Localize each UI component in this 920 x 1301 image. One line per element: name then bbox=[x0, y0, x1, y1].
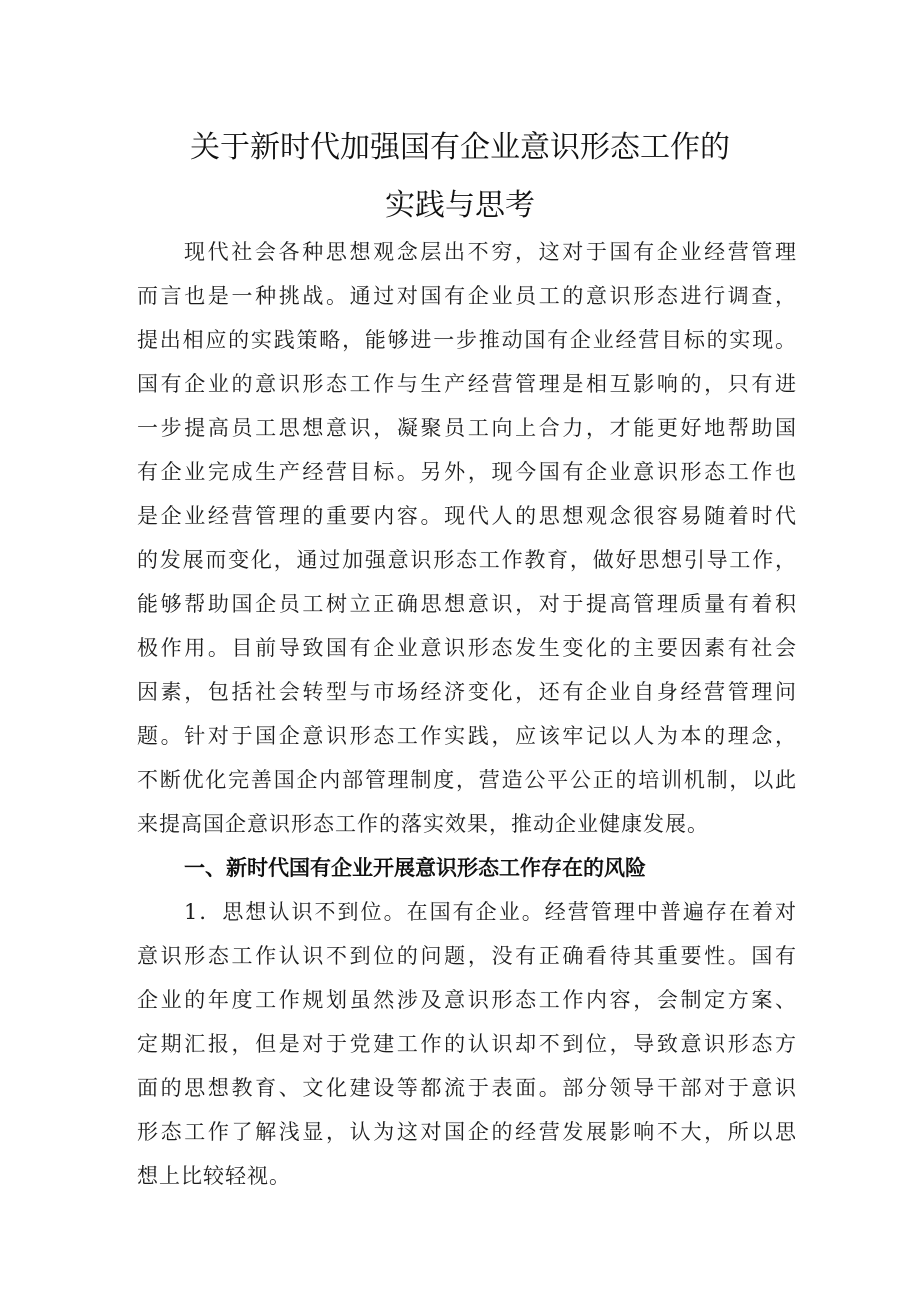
text-line: 定期汇报，但是对于党建工作的认识却不到位，导致意识形态方 bbox=[137, 1032, 797, 1056]
text-line: 意识形态工作认识不到位的问题，没有正确看待其重要性。国有 bbox=[137, 944, 797, 968]
text-line: 的发展而变化，通过加强意识形态工作教育，做好思想引导工作， bbox=[137, 548, 797, 572]
section-heading: 一、新时代国有企业开展意识形态工作存在的风险 bbox=[184, 856, 646, 880]
text-line: 题。针对于国企意识形态工作实践，应该牢记以人为本的理念， bbox=[137, 724, 797, 748]
text-line: 不断优化完善国企内部管理制度，营造公平公正的培训机制，以此 bbox=[137, 768, 797, 792]
text-line: 一步提高员工思想意识，凝聚员工向上合力，才能更好地帮助国 bbox=[137, 416, 797, 440]
text-line: 现代社会各种思想观念层出不穷，这对于国有企业经营管理 bbox=[184, 240, 797, 264]
text-line: 是企业经营管理的重要内容。现代人的思想观念很容易随着时代 bbox=[137, 504, 797, 528]
text-line: 能够帮助国企员工树立正确思想意识，对于提高管理质量有着积 bbox=[137, 592, 797, 616]
text-line: 提出相应的实践策略，能够进一步推动国有企业经营目标的实现。 bbox=[137, 328, 797, 352]
text-line: 因素，包括社会转型与市场经济变化，还有企业自身经营管理问 bbox=[137, 680, 797, 704]
text-line: 有企业完成生产经营目标。另外，现今国有企业意识形态工作也 bbox=[137, 460, 797, 484]
text-line: 形态工作了解浅显，认为这对国企的经营发展影响不大，所以思 bbox=[137, 1120, 797, 1144]
text-line: 想上比较轻视。 bbox=[137, 1164, 291, 1188]
text-line: 企业的年度工作规划虽然涉及意识形态工作内容，会制定方案、 bbox=[137, 988, 797, 1012]
text-line: 1．思想认识不到位。在国有企业。经营管理中普遍存在着对 bbox=[184, 900, 797, 924]
text-line: 而言也是一种挑战。通过对国有企业员工的意识形态进行调查， bbox=[137, 284, 797, 308]
document-title-line-2: 实践与思考 bbox=[385, 188, 535, 223]
text-line: 来提高国企意识形态工作的落实效果，推动企业健康发展。 bbox=[137, 812, 709, 836]
document-title-line-1: 关于新时代加强国有企业意识形态工作的 bbox=[190, 130, 730, 165]
text-line: 国有企业的意识形态工作与生产经营管理是相互影响的，只有进 bbox=[137, 372, 797, 396]
text-line: 极作用。目前导致国有企业意识形态发生变化的主要因素有社会 bbox=[137, 636, 797, 660]
text-line: 面的思想教育、文化建设等都流于表面。部分领导干部对于意识 bbox=[137, 1076, 797, 1100]
